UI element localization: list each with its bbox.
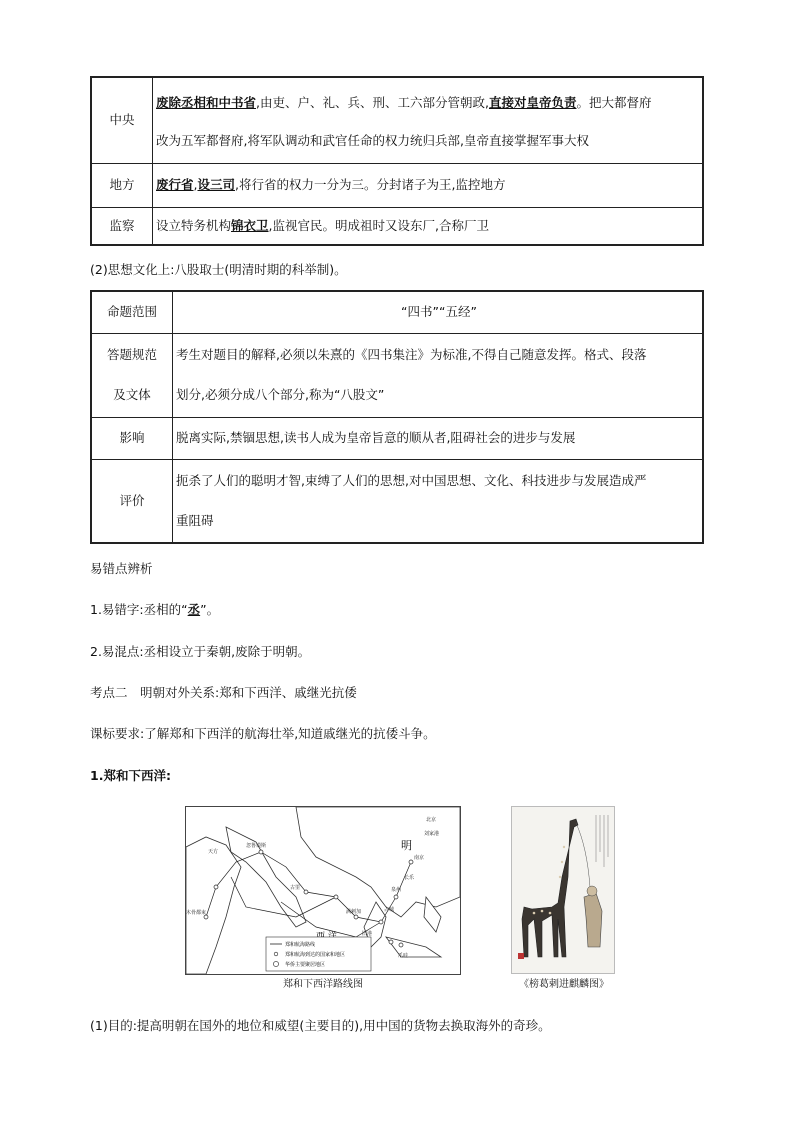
row-value: 脱离实际,禁锢思想,读书人成为皇帝旨意的顺从者,阻碍社会的进步与发展 (173, 417, 704, 459)
map-place-label: 天方 (208, 849, 219, 855)
row-text-part: 直接对皇帝负责 (488, 95, 577, 111)
row-text-part: ,将行省的权力一分为三。分封诸子为王,监控地方 (235, 177, 506, 192)
highlight-char: 丞 (187, 602, 201, 617)
row-text-part: 锦衣卫 (231, 217, 269, 233)
row-value: “四书”“五经” (173, 291, 704, 333)
note-item-1: 1.易错字:丞相的“丞”。 (90, 602, 220, 617)
map-place-label: 爪哇 (398, 953, 409, 959)
row-value: 扼杀了人们的聪明才智,束缚了人们的思想,对中国思想、文化、科技进步与发展造成严 (176, 472, 647, 488)
political-reform-table (90, 76, 704, 246)
kaodian-2-heading: 考点二 明朝对外关系:郑和下西洋、戚继光抗倭 (90, 685, 357, 700)
notes-title: 易错点辨析 (90, 561, 153, 576)
map-place-label: 长乐 (404, 875, 415, 881)
table-row (91, 207, 703, 245)
map-country-label: 明 (401, 839, 412, 852)
zhenghe-route-map (185, 806, 461, 975)
table-row (91, 291, 703, 333)
row-value: 考生对题目的解释,必须以朱熹的《四书集注》为标准,不得自己随意发挥。格式、段落 (176, 347, 647, 362)
painting-graphic (512, 807, 614, 973)
row-key: 评价 (91, 459, 173, 543)
giraffe-painting (511, 806, 615, 974)
row-key: 答题规范 (106, 347, 157, 362)
map-place-label: 刘家港 (424, 831, 440, 837)
legend-label: 郑和航海路线 (285, 942, 316, 948)
row-value-line2: 划分,必须分成八个部分,称为“八股文” (176, 387, 385, 402)
section2-heading: (2)思想文化上:八股取士(明清时期的科举制)。 (90, 262, 347, 277)
row-key-line2: 及文体 (113, 387, 151, 402)
row-text-line2: 改为五军都督府,将军队调动和武官任命的权力统归兵部,皇帝直接掌握军事大权 (156, 133, 589, 149)
map-place-label: 古里 (290, 885, 301, 891)
legend-label: 华侨主要聚居地区 (285, 962, 326, 968)
row-text-part: 设立特务机构 (156, 217, 232, 233)
row-text-part: , (193, 177, 198, 192)
row-key: 命题范围 (91, 291, 173, 333)
row-text-part: 设三司 (197, 177, 236, 192)
row-value-line2: 重阻碍 (176, 512, 214, 528)
map-graphic (186, 807, 460, 974)
table-row (91, 417, 703, 459)
map-caption: 郑和下西洋路线图 (283, 979, 363, 990)
map-place-label: 泉州 (391, 887, 402, 893)
curriculum-standard: 课标要求:了解郑和下西洋的航海壮举,知道戚继光的抗倭斗争。 (90, 726, 436, 741)
row-key: 地方 (91, 163, 153, 207)
table-row (91, 459, 703, 543)
row-text-part: 。把大都督府 (576, 95, 652, 111)
row-text-part: ,监视官民。明成祖时又设东厂,合称厂卫 (268, 217, 489, 233)
table-row (91, 333, 703, 417)
zhenghe-heading: 1.郑和下西洋: (90, 768, 171, 783)
row-text-part: ,由吏、户、礼、兵、刑、工六部分管朝政, (256, 95, 489, 111)
row-key: 监察 (91, 207, 153, 245)
map-place-label: 占城 (384, 907, 395, 913)
legend-label: 郑和航海到达的国家和地区 (285, 952, 346, 958)
row-key: 中央 (91, 77, 153, 163)
note-item-2: 2.易混点:丞相设立于秦朝,废除于明朝。 (90, 644, 311, 659)
map-place-label: 木骨都束 (186, 910, 207, 916)
row-text-part: 废除丞相和中书省 (156, 95, 257, 111)
eight-legged-essay-table (90, 290, 704, 544)
purpose-text: (1)目的:提高明朝在国外的地位和威望(主要目的),用中国的货物去换取海外的奇珍。 (90, 1018, 551, 1033)
map-place-label: 南京 (414, 855, 425, 861)
map-legend (266, 937, 371, 971)
row-text-part: 废行省 (156, 177, 194, 192)
map-place-label: 北京 (426, 817, 437, 823)
map-place-label: 旧港 (362, 931, 373, 937)
table-row (91, 163, 703, 207)
map-place-label: 满剌加 (346, 909, 362, 915)
row-key: 影响 (91, 417, 173, 459)
map-place-label: 忽鲁谟斯 (246, 843, 267, 849)
painting-caption: 《榜葛剌进麒麟图》 (519, 979, 609, 990)
table-row (91, 77, 703, 163)
